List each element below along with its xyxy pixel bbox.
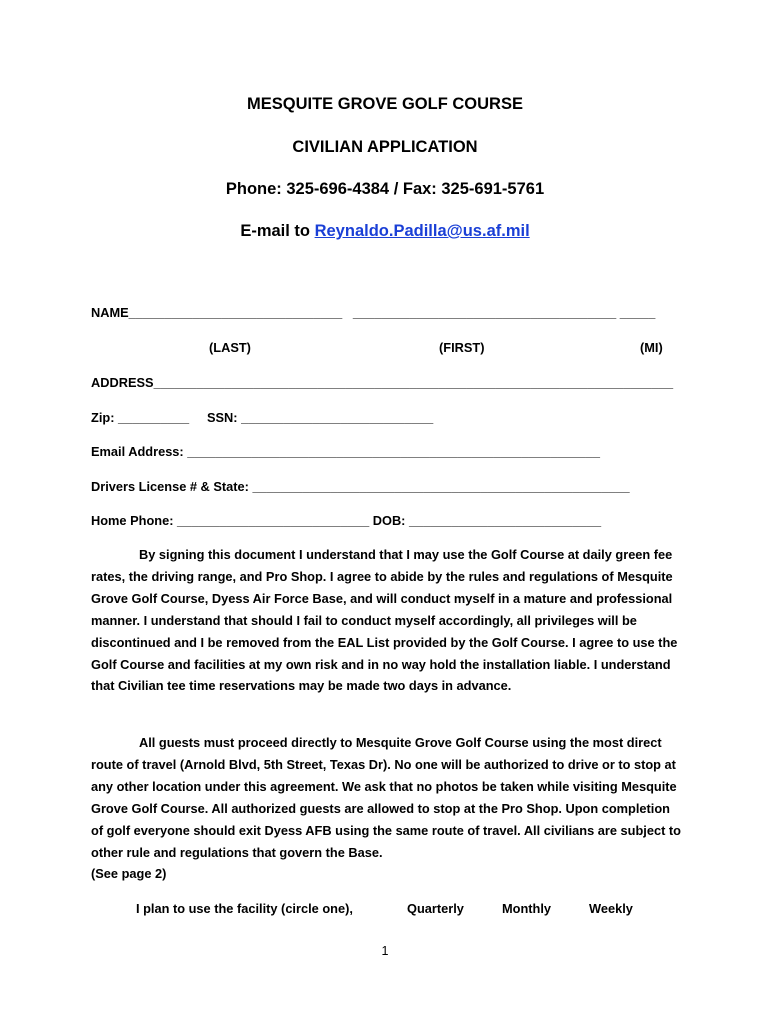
phone-fax-line: Phone: 325-696-4384 / Fax: 325-691-5761 bbox=[225, 180, 545, 198]
email-field-line[interactable]: Email Address: __________________________________________________________ bbox=[91, 444, 601, 459]
email-link[interactable]: Reynaldo.Padilla@us.af.mil bbox=[314, 222, 530, 240]
address-field-line[interactable]: ADDRESS_________________________________________________________________________ bbox=[91, 375, 674, 390]
home-phone-dob-field-line[interactable]: Home Phone: ___________________________ DOB: ___________________________ bbox=[91, 513, 602, 528]
page-number: 1 bbox=[381, 944, 389, 958]
see-page-note: (See page 2) bbox=[91, 866, 167, 882]
course-name-heading: MESQUITE GROVE GOLF COURSE bbox=[247, 95, 523, 113]
email-prefix: E-mail to bbox=[240, 222, 315, 240]
drivers-license-field-line[interactable]: Drivers License # & State: _____________________________________________________ bbox=[91, 479, 630, 494]
option-weekly[interactable]: Weekly bbox=[589, 901, 633, 916]
option-monthly[interactable]: Monthly bbox=[502, 901, 552, 916]
email-line bbox=[0, 222, 770, 241]
application-title: CIVILIAN APPLICATION bbox=[292, 138, 478, 156]
option-quarterly[interactable]: Quarterly bbox=[407, 901, 464, 916]
zip-ssn-field-line[interactable]: Zip: __________ SSN: ___________________________ bbox=[91, 410, 434, 425]
agreement-paragraph-2 bbox=[91, 732, 681, 885]
first-name-label: (FIRST) bbox=[439, 340, 485, 355]
agreement-text-1: By signing this document I understand that I may use the Golf Course at daily green fee rates, the driving range, and Pro Shop. I agree to abide by the rules and regulations of Mesquite Grove Golf Course, Dyess Air Force Base, and will conduct myself in a mature and professional manner. I understand that should I fail to conduct myself accordingly, all privileges will be discontinued and I be removed from the EAL List provided by the Golf Course. I agree to use the Golf Course and facilities at my own risk and in no way hold the installation liable. I understand that Civilian tee time reservations may be made two days in advance. bbox=[91, 547, 678, 694]
usage-prompt: I plan to use the facility (circle one), bbox=[136, 901, 353, 916]
middle-initial-label: (MI) bbox=[640, 340, 663, 355]
name-field-line[interactable]: NAME______________________________ _____________________________________ _____ bbox=[91, 305, 656, 320]
last-name-label: (LAST) bbox=[209, 340, 251, 355]
agreement-paragraph-1 bbox=[91, 544, 681, 697]
agreement-text-2: All guests must proceed directly to Mesquite Grove Golf Course using the most direct route of travel (Arnold Blvd, 5th Street, Texas Dr). No one will be authorized to drive or to stop at any other location under this agreement. We ask that no photos be taken while visiting Mesquite Grove Golf Course. All authorized guests are allowed to stop at the Pro Shop. Upon completion of golf everyone should exit Dyess AFB using the same route of travel. All civilians are subject to other rule and regulations that govern the Base. bbox=[91, 735, 681, 860]
